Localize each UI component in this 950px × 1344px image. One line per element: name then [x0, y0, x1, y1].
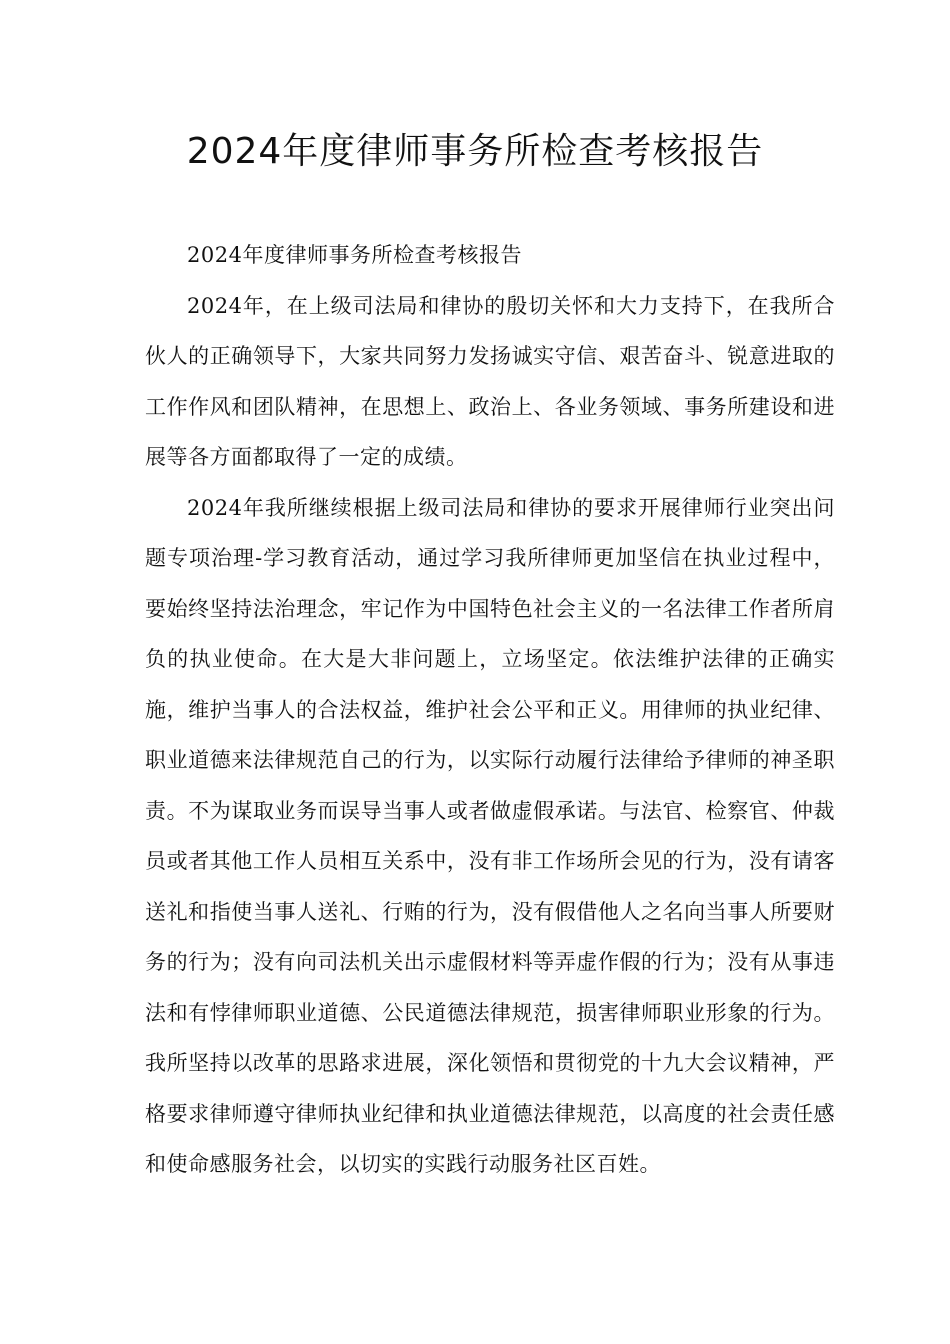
paragraph-intro: 2024年，在上级司法局和律协的殷切关怀和大力支持下，在我所合伙人的正确领导下，大家共同努力发扬诚实守信、艰苦奋斗、锐意进取的工作作风和团队精神，在思想上、政治上、各业务领域、事务所建设和进展等各方面都取得了一定的成绩。: [145, 293, 835, 469]
document-title: 2024年度律师事务所检查考核报告: [186, 131, 764, 172]
paragraph-subtitle: 2024年度律师事务所检查考核报告: [187, 243, 522, 267]
paragraph-main: 2024年我所继续根据上级司法局和律协的要求开展律师行业突出问题专项治理-学习教育活动，通过学习我所律师更加坚信在执业过程中，要始终坚持法治理念，牢记作为中国特色社会主义的一名法律工作者所肩负的执业使命。在大是大非问题上，立场坚定。依法维护法律的正确实施，维护当事人的合法权益，维护社会公平和正义。用律师的执业纪律、职业道德来法律规范自己的行为，以实际行动履行法律给予律师的神圣职责。不为谋取业务而误导当事人或者做虚假承诺。与法官、检察官、仲裁员或者其他工作人员相互关系中，没有非工作场所会见的行为，没有请客送礼和指使当事人送礼、行贿的行为，没有假借他人之名向当事人所要财务的行为；没有向司法机关出示虚假材料等弄虚作假的行为；没有从事违法和有悖律师职业道德、公民道德法律规范，损害律师职业形象的行为。我所坚持以改革的思路求进展，深化领悟和贯彻党的十九大会议精神，严格要求律师遵守律师执业纪律和执业道德法律规范，以高度的社会责任感和使命感服务社会，以切实的实践行动服务社区百姓。: [145, 495, 835, 1176]
document-body: [145, 230, 835, 1190]
